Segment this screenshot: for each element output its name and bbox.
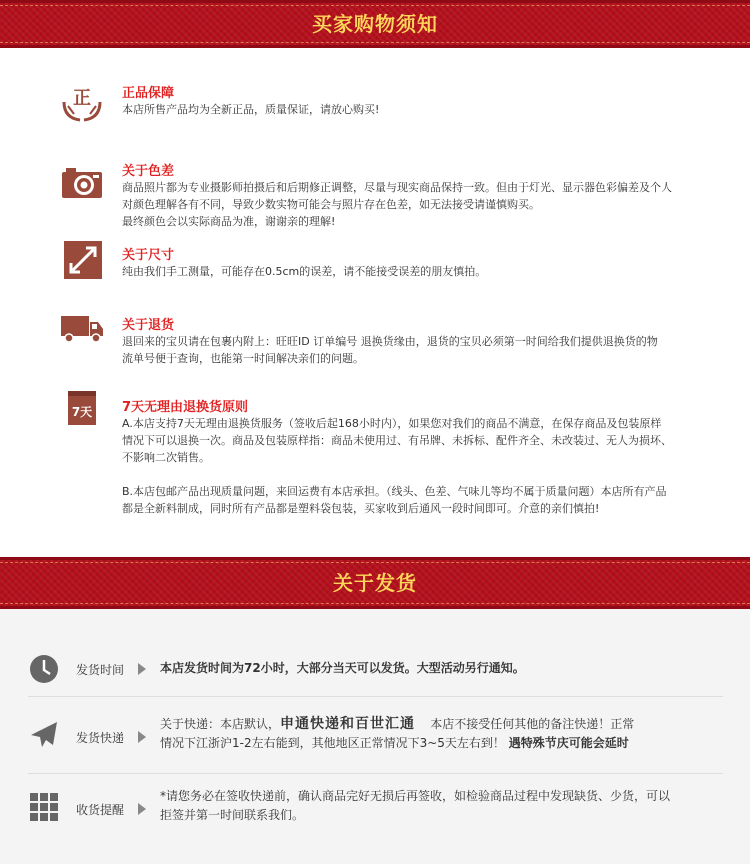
divider (28, 696, 723, 697)
grid-icon (28, 791, 60, 823)
shipping-text: 本店发货时间为72小时，大部分当天可以发货。大型活动另行通知。 (160, 661, 525, 675)
seven-day-calendar-icon (60, 388, 104, 428)
notice-banner-title: 买家购物须知 (312, 12, 438, 36)
notice-title: 关于退货 (122, 318, 175, 333)
truck-icon (60, 308, 104, 348)
shipping-label: 收货提醒 (76, 803, 125, 817)
triangle-right-icon (138, 803, 146, 815)
shipping-banner-title: 关于发货 (333, 571, 417, 595)
notice-title: 关于色差 (122, 164, 175, 179)
resize-arrow-icon (60, 240, 104, 280)
divider (28, 773, 723, 774)
shipping-panel (0, 609, 750, 864)
shipping-text: 关于快递：本店默认，申通快递和百世汇通 本店不接受任何其他的备注快递！正常 情况下江浙沪1-2左右能到，其他地区正常情况下3~5天左右到！ 遇特殊节庆可能会延时 (160, 716, 635, 750)
shipping-banner (0, 557, 750, 609)
shipping-label: 发货快递 (76, 731, 125, 745)
notice-body: 商品照片都为专业摄影师拍摄后和后期修正调整，尽量与现实商品保持一致。但由于灯光、显示器色彩偏差及个人 对颜色理解各有不同，导致少数实物可能会与照片存在色差，如无法接受请谨慎购买。 最终颜色会以实际商品为准，谢谢亲的理解! (122, 181, 672, 228)
notice-body: 退回来的宝贝请在包裹内附上：旺旺ID 订单编号 退换货缘由，退货的宝贝必须第一时间给我们提供退换货的物 流单号便于查询，也能第一时间解决亲们的问题。 (122, 335, 658, 365)
clock-icon (28, 653, 60, 685)
camera-icon (60, 162, 104, 202)
notice-body: A.本店支持7天无理由退换货服务（签收后起168小时内），如果您对我们的商品不满意，在保存商品及包装原样 情况下可以退换一次。商品及包装原样指：商品未使用过、有吊牌、未拆标、配件齐全、未改装过、无人为损坏、 不影响二次销售。 B.本店包邮产品出现质量问题，来回运费有本店承担。（线头、色差、气味儿等均不属于质量问题）本店所有产品 都是全新料制成，同时所有产品都是塑料袋包装，买家收到后通风一段时间即可。介意的亲们慎拍! (122, 417, 672, 515)
notice-body: 本店所售产品均为全新正品，质量保证，请放心购买! (122, 103, 380, 116)
notice-title: 7天无理由退换货原则 (122, 400, 249, 415)
svg-text:7天: 7天 (71, 405, 93, 419)
airplane-icon (28, 719, 60, 751)
notice-title: 正品保障 (122, 86, 175, 101)
genuine-hands-icon (60, 84, 104, 124)
notice-panel (0, 48, 750, 557)
notice-body: 纯由我们手工测量，可能存在0.5cm的误差，请不能接受误差的朋友慎拍。 (122, 265, 487, 278)
notice-title: 关于尺寸 (122, 248, 175, 263)
shipping-label: 发货时间 (76, 663, 125, 677)
svg-text:正: 正 (73, 88, 91, 109)
notice-banner (0, 0, 750, 48)
shipping-text: *请您务必在签收快递前，确认商品完好无损后再签收，如检验商品过程中发现缺货、少货，可以 拒签并第一时间联系我们。 (160, 789, 671, 822)
triangle-right-icon (138, 731, 146, 743)
triangle-right-icon (138, 663, 146, 675)
